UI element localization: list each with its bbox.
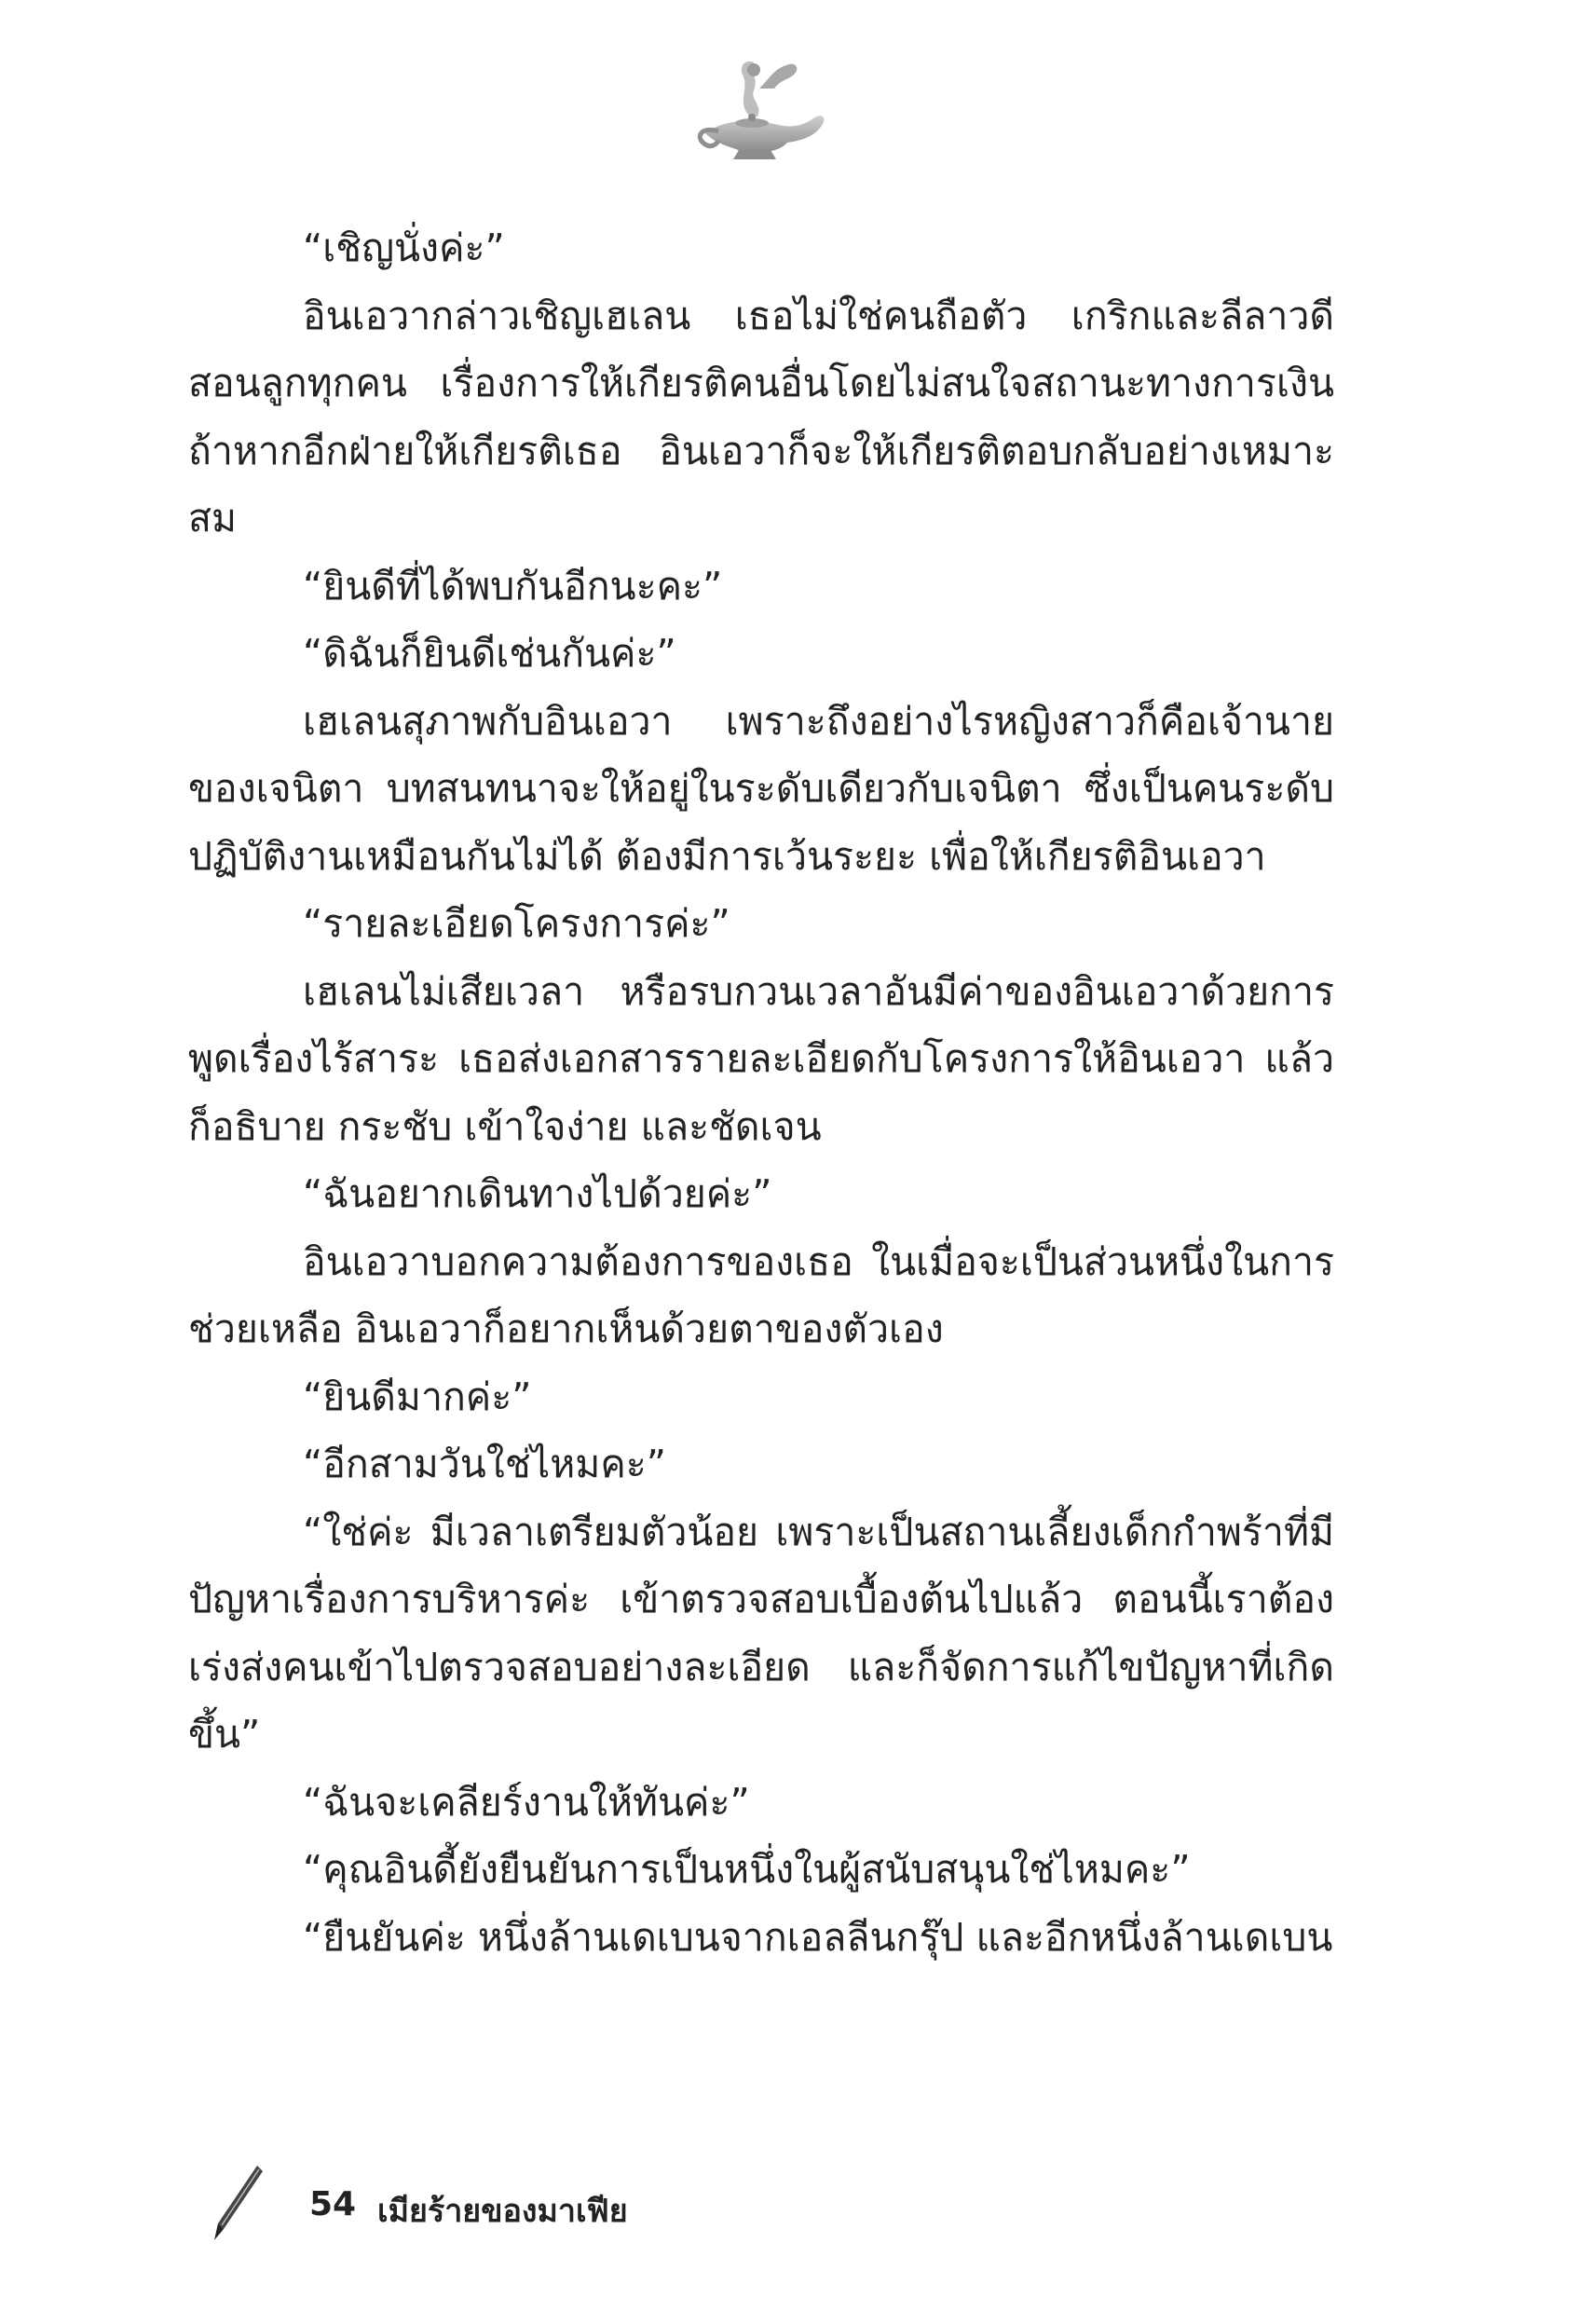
page-footer — [205, 2162, 950, 2246]
paragraph: “ยืนยันค่ะ หนึ่งล้านเดเบนจากเอลลีนกรุ๊ป และอีกหนึ่งล้านเดเบน — [303, 1914, 1333, 1960]
paragraph: “รายละเอียดโครงการค่ะ” — [303, 901, 730, 946]
paragraph: “ฉันอยากเดินทางไปด้วยค่ะ” — [303, 1171, 772, 1216]
paragraph: “ดิฉันก็ยินดีเช่นกันค่ะ” — [303, 631, 676, 676]
page-number: 54 — [309, 2185, 357, 2223]
paragraph: อินเอวาบอกความต้องการของเธอ ในเมื่อจะเป็นส่วนหนึ่งในการช่วยเหลือ อินเอวาก็อยากเห็นด้วยตาของตัวเอง — [188, 1238, 1334, 1351]
paragraph: “อีกสามวันใช่ไหมคะ” — [303, 1442, 667, 1486]
paragraph: เฮเลนไม่เสียเวลา หรือรบกวนเวลาอันมีค่าของอินเอวาด้วยการพูดเรื่องไร้สาระ เธอส่งเอกสารรายละเอียดกับโครงการให้อินเอวา แล้วก็อธิบาย กระชับ เข้าใจง่าย และชัดเจน — [188, 968, 1334, 1149]
paragraph: เฮเลนสุภาพกับอินเอวา เพราะถึงอย่างไรหญิงสาวก็คือเจ้านายของเจนิตา บทสนทนาจะให้อยู่ในระดับเดียวกับเจนิตา ซึ่งเป็นคนระดับปฏิบัติงานเหมือนกันไม่ได้ ต้องมีการเว้นระยะ เพื่อให้เกียรติอินเอวา — [188, 698, 1334, 879]
paragraph: “ใช่ค่ะ มีเวลาเตรียมตัวน้อย เพราะเป็นสถานเลี้ยงเด็กกำพร้าที่มีปัญหาเรื่องการบริหารค่ะ เข้าตรวจสอบเบื้องต้นไปแล้ว ตอนนี้เราต้องเร่งส่งคนเข้าไปตรวจสอบอย่างละเอียด และก็จัดการแก้ไขปัญหาที่เกิดขึ้น” — [188, 1509, 1334, 1757]
paragraph: อินเอวากล่าวเชิญเฮเลน เธอไม่ใช่คนถือตัว เกริกและลีลาวดีสอนลูกทุกคน เรื่องการให้เกียรติคนอื่นโดยไม่สนใจสถานะทางการเงิน ถ้าหากอีกฝ่ายให้เกียรติเธอ อินเอวาก็จะให้เกียรติตอบกลับอย่างเหมาะสม — [188, 293, 1334, 540]
paragraph: “ยินดีมากค่ะ” — [303, 1374, 532, 1419]
paragraph: “เชิญนั่งค่ะ” — [303, 226, 505, 270]
paragraph: “คุณอินดี้ยังยืนยันการเป็นหนึ่งในผู้สนับสนุนใช่ไหมคะ” — [303, 1847, 1191, 1892]
paragraph: “ยินดีที่ได้พบกันอีกนะคะ” — [303, 563, 723, 609]
book-title: เมียร้ายของมาเฟีย — [377, 2193, 628, 2230]
fountain-pen-icon — [205, 2162, 270, 2246]
body-text — [188, 214, 1334, 1971]
paragraph: “ฉันจะเคลียร์งานให้ทันค่ะ” — [303, 1779, 750, 1825]
magic-lamp-with-genie-icon — [685, 51, 834, 172]
